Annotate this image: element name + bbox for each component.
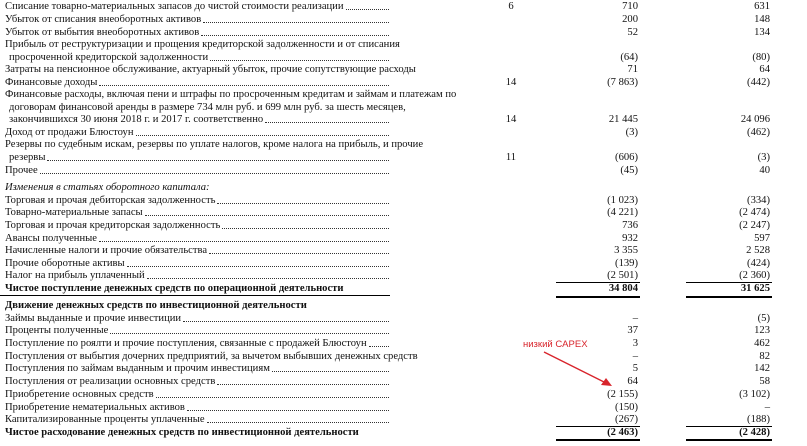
value-2018: 736 bbox=[622, 220, 638, 231]
row-label: Торговая и прочая кредиторская задолженность bbox=[5, 220, 221, 231]
row-label: Чистое поступление денежных средств по операционной деятельности bbox=[5, 283, 344, 294]
row-label: Убыток от выбытия внеоборотных активов bbox=[5, 27, 200, 38]
value-2017: (2 474) bbox=[739, 207, 770, 218]
statement-row bbox=[0, 282, 807, 295]
value-2018: (606) bbox=[615, 152, 638, 163]
row-label: договорам финансовой аренды в размере 734 млн руб. и 699 млн руб. за шесть месяцев, bbox=[9, 102, 406, 113]
value-2018: (2 155) bbox=[607, 389, 638, 400]
dot-leader bbox=[201, 35, 389, 36]
note-ref: 14 bbox=[505, 114, 517, 125]
row-label: Начисленные налоги и прочие обязательства bbox=[5, 245, 208, 256]
row-label: Налог на прибыль уплаченный bbox=[5, 270, 145, 281]
dot-leader bbox=[99, 241, 389, 242]
value-2018: 932 bbox=[622, 233, 638, 244]
value-2018: 34 804 bbox=[608, 283, 638, 294]
statement-row bbox=[0, 164, 807, 177]
value-2017: 597 bbox=[754, 233, 770, 244]
statement-row bbox=[0, 362, 807, 375]
dot-leader bbox=[222, 228, 389, 229]
row-label: Авансы полученные bbox=[5, 233, 97, 244]
statement-row bbox=[0, 244, 807, 257]
dot-leader bbox=[147, 278, 389, 279]
statement-row bbox=[0, 426, 807, 439]
value-2017: 2 528 bbox=[746, 245, 770, 256]
total-rule bbox=[686, 426, 772, 427]
statement-row bbox=[0, 0, 807, 13]
statement-row bbox=[0, 299, 807, 312]
row-label: Товарно-материальные запасы bbox=[5, 207, 143, 218]
value-2017: 24 096 bbox=[740, 114, 770, 125]
statement-row bbox=[0, 206, 807, 219]
statement-row bbox=[0, 181, 807, 194]
statement-row bbox=[0, 13, 807, 26]
value-2018: (267) bbox=[615, 414, 638, 425]
value-2017: (2 428) bbox=[739, 427, 770, 438]
value-2017: (2 360) bbox=[739, 270, 770, 281]
row-label: Торговая и прочая дебиторская задолженность bbox=[5, 195, 216, 206]
dot-leader bbox=[99, 85, 389, 86]
row-label: Займы выданные и прочие инвестиции bbox=[5, 313, 182, 324]
dot-leader bbox=[217, 203, 389, 204]
statement-row bbox=[0, 138, 807, 151]
value-2017: – bbox=[764, 402, 770, 413]
statement-row bbox=[0, 38, 807, 51]
value-2017: (5) bbox=[757, 313, 770, 324]
statement-row bbox=[0, 151, 807, 164]
value-2018: (150) bbox=[615, 402, 638, 413]
value-2017: 142 bbox=[754, 363, 770, 374]
row-label: резервы bbox=[9, 152, 46, 163]
value-2017: (3) bbox=[757, 152, 770, 163]
value-2017: 123 bbox=[754, 325, 770, 336]
total-rule bbox=[686, 282, 772, 283]
row-label: Приобретение основных средств bbox=[5, 389, 154, 400]
value-2018: (64) bbox=[620, 52, 638, 63]
value-2017: 134 bbox=[754, 27, 770, 38]
row-label: Проценты полученные bbox=[5, 325, 109, 336]
row-label: Движение денежных средств по инвестиционной деятельности bbox=[5, 300, 307, 311]
dot-leader bbox=[209, 253, 389, 254]
dot-leader bbox=[203, 22, 389, 23]
row-label: Финансовые расходы, включая пени и штрафы по просроченным кредитам и займам и платежам по bbox=[5, 89, 457, 100]
row-label: Финансовые доходы bbox=[5, 77, 98, 88]
statement-row bbox=[0, 324, 807, 337]
statement-row bbox=[0, 388, 807, 401]
value-2017: (462) bbox=[747, 127, 770, 138]
value-2017: (424) bbox=[747, 258, 770, 269]
statement-row bbox=[0, 413, 807, 426]
value-2017: 64 bbox=[759, 64, 770, 75]
value-2018: – bbox=[632, 313, 638, 324]
total-rule bbox=[0, 295, 390, 296]
value-2017: (442) bbox=[747, 77, 770, 88]
value-2017: (188) bbox=[747, 414, 770, 425]
value-2018: 52 bbox=[627, 27, 638, 38]
value-2017: 58 bbox=[759, 376, 770, 387]
value-2017: 31 625 bbox=[740, 283, 770, 294]
total-rule bbox=[556, 282, 640, 283]
value-2017: (334) bbox=[747, 195, 770, 206]
value-2017: 82 bbox=[759, 351, 770, 362]
row-label: Прибыль от реструктуризации и прощения кредиторской задолженности и от списания bbox=[5, 39, 400, 50]
row-label: Доход от продажи Блюстоун bbox=[5, 127, 134, 138]
dot-leader bbox=[127, 266, 389, 267]
dot-leader bbox=[136, 135, 389, 136]
row-label: Списание товарно-материальных запасов до чистой стоимости реализации bbox=[5, 1, 344, 12]
dot-leader bbox=[47, 160, 389, 161]
row-label: Резервы по судебным искам, резервы по уплате налогов, кроме налога на прибыль, и прочие bbox=[5, 139, 424, 150]
value-2017: (2 247) bbox=[739, 220, 770, 231]
row-label: Приобретение нематериальных активов bbox=[5, 402, 185, 413]
value-2018: (2 501) bbox=[607, 270, 638, 281]
value-2017: 631 bbox=[754, 1, 770, 12]
value-2018: (1 023) bbox=[607, 195, 638, 206]
statement-row bbox=[0, 337, 807, 350]
value-2018: 710 bbox=[622, 1, 638, 12]
value-2018: 3 355 bbox=[614, 245, 638, 256]
statement-row bbox=[0, 375, 807, 388]
value-2018: (4 221) bbox=[607, 207, 638, 218]
value-2018: (45) bbox=[620, 165, 638, 176]
row-label: Поступления от реализации основных средств bbox=[5, 376, 216, 387]
capex-annotation: низкий CAPEX bbox=[523, 339, 588, 350]
dot-leader bbox=[40, 173, 389, 174]
value-2018: (3) bbox=[625, 127, 638, 138]
dot-leader bbox=[265, 122, 389, 123]
statement-row bbox=[0, 269, 807, 282]
row-label: Затраты на пенсионное обслуживание, актуарный убыток, прочие сопутствующие расходы bbox=[5, 64, 416, 75]
row-label: Поступления от выбытия дочерних предприятий, за вычетом выбывших денежных средств bbox=[5, 351, 418, 362]
dot-leader bbox=[187, 410, 389, 411]
row-label: Поступление по роялти и прочие поступления, связанные с продажей Блюстоун bbox=[5, 338, 367, 349]
statement-row bbox=[0, 219, 807, 232]
row-label: закончившихся 30 июня 2018 г. и 2017 г. соответственно bbox=[9, 114, 264, 125]
value-2018: 3 bbox=[632, 338, 638, 349]
value-2018: – bbox=[632, 351, 638, 362]
total-rule bbox=[686, 296, 772, 298]
value-2017: 462 bbox=[754, 338, 770, 349]
value-2018: 71 bbox=[627, 64, 638, 75]
value-2018: 200 bbox=[622, 14, 638, 25]
value-2018: (139) bbox=[615, 258, 638, 269]
value-2017: 40 bbox=[759, 165, 770, 176]
dot-leader bbox=[272, 371, 389, 372]
statement-row bbox=[0, 63, 807, 76]
dot-leader bbox=[217, 384, 389, 385]
row-label: Изменения в статьях оборотного капитала: bbox=[5, 182, 210, 193]
row-label: Прочие оборотные активы bbox=[5, 258, 125, 269]
dot-leader bbox=[369, 346, 389, 347]
row-label: просроченной кредиторской задолженности bbox=[9, 52, 209, 63]
dot-leader bbox=[145, 215, 389, 216]
dot-leader bbox=[156, 397, 389, 398]
value-2018: (2 463) bbox=[607, 427, 638, 438]
note-ref: 11 bbox=[505, 152, 517, 163]
dot-leader bbox=[210, 60, 389, 61]
value-2017: (80) bbox=[752, 52, 770, 63]
annotation-arrow-icon bbox=[540, 350, 620, 390]
total-rule bbox=[556, 296, 640, 298]
value-2018: (7 863) bbox=[607, 77, 638, 88]
total-rule bbox=[556, 439, 640, 441]
value-2018: 64 bbox=[627, 376, 638, 387]
value-2018: 5 bbox=[632, 363, 638, 374]
row-label: Убыток от списания внеоборотных активов bbox=[5, 14, 202, 25]
value-2017: (3 102) bbox=[739, 389, 770, 400]
dot-leader bbox=[346, 9, 389, 10]
statement-row bbox=[0, 88, 807, 101]
row-label: Чистое расходование денежных средств по инвестиционной деятельности bbox=[5, 427, 359, 438]
statement-row bbox=[0, 113, 807, 126]
value-2017: 148 bbox=[754, 14, 770, 25]
total-rule bbox=[556, 426, 640, 427]
total-rule bbox=[686, 439, 772, 441]
note-ref: 6 bbox=[508, 1, 514, 12]
dot-leader bbox=[183, 321, 389, 322]
note-ref: 14 bbox=[505, 77, 517, 88]
value-2018: 37 bbox=[627, 325, 638, 336]
dot-leader bbox=[207, 422, 389, 423]
row-label: Прочее bbox=[5, 165, 38, 176]
dot-leader bbox=[110, 333, 389, 334]
row-label: Капитализированные проценты уплаченные bbox=[5, 414, 205, 425]
row-label: Поступления по займам выданным и прочим инвестициям bbox=[5, 363, 270, 374]
value-2018: 21 445 bbox=[608, 114, 638, 125]
